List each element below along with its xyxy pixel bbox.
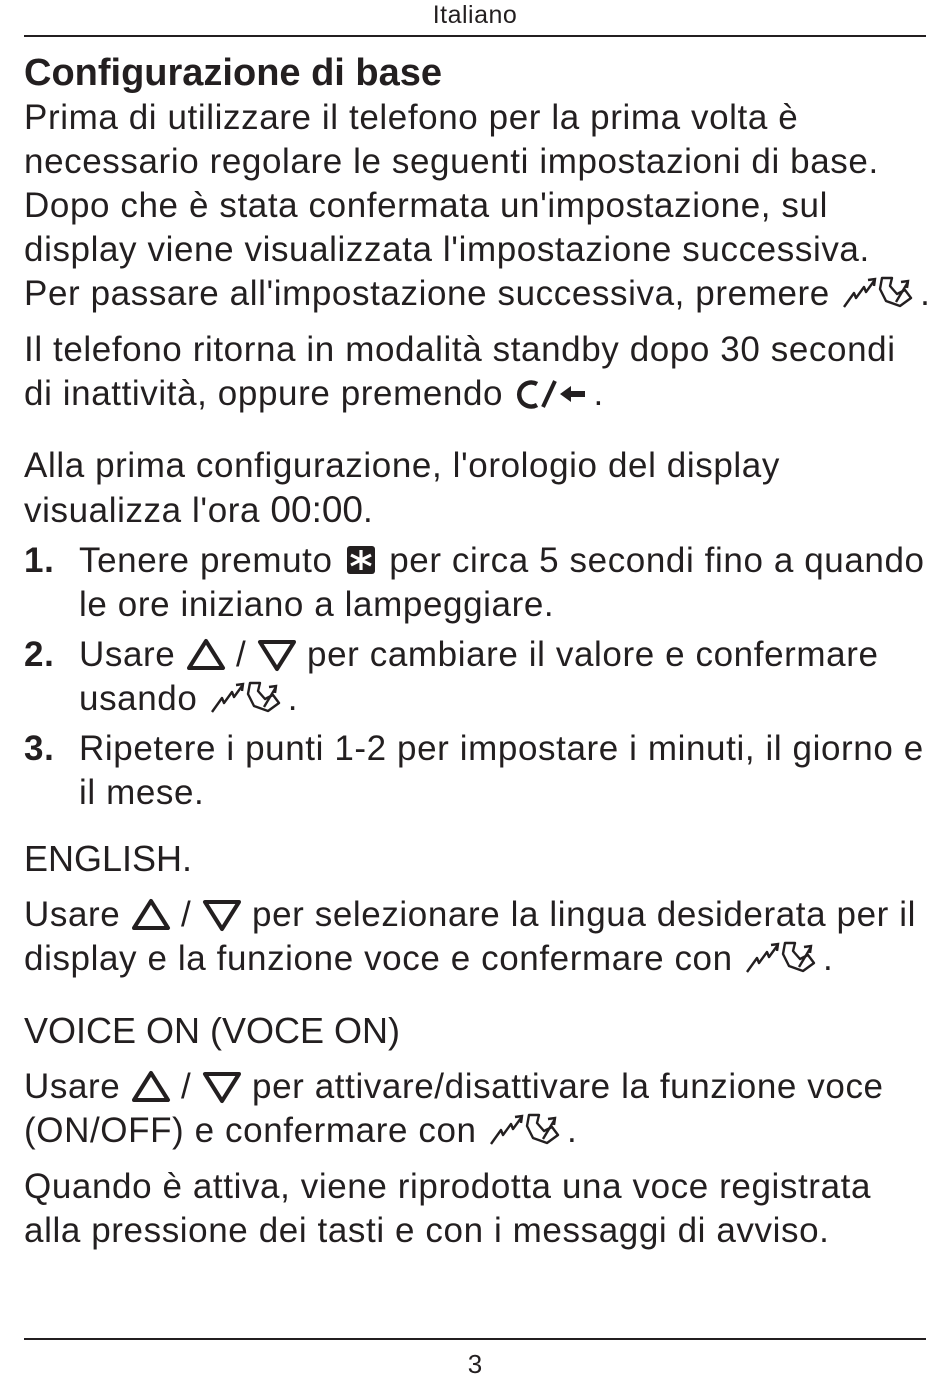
footer-rule xyxy=(24,1338,926,1340)
step-item: 1. Tenere premuto per circa 5 secondi fino a quando le ore iniziano a lampeggiare. xyxy=(24,541,925,624)
voice-paragraph: Usare / per attivare/disattivare la funzione voce (ON/OFF) e confermare con . xyxy=(24,1067,884,1150)
intro-paragraph: Prima di utilizzare il telefono per la prima volta è necessario regolare le seguenti impostazioni di base. Dopo che è stata confermata un'impostazione, sul display viene visualizzata l'impostazione successiva. Per passare all'impostazione successiva, premere . xyxy=(24,98,931,313)
ok-phone-icon xyxy=(487,1112,567,1148)
page-number: 3 xyxy=(467,1349,483,1379)
clear-back-icon xyxy=(513,377,593,411)
page-content xyxy=(24,50,934,1253)
clock-value: 00:00 xyxy=(270,489,364,530)
step-item: 3. Ripetere i punti 1-2 per impostare i minuti, il giorno e il mese. xyxy=(24,729,924,812)
section-title: Configurazione di base xyxy=(24,52,443,94)
header-rule xyxy=(24,35,926,37)
voice-note: Quando è attiva, viene riprodotta una voce registrata alla pressione dei tasti e con i messaggi di avviso. xyxy=(24,1167,872,1250)
step-number: 3. xyxy=(24,729,55,768)
ok-phone-icon xyxy=(743,940,823,976)
step-number: 2. xyxy=(24,635,55,674)
down-arrow-icon xyxy=(202,1070,242,1104)
up-arrow-icon xyxy=(131,898,171,932)
step-item: 2. Usare / per cambiare il valore e confermare usando . xyxy=(24,635,879,718)
intro-text-1: Prima di utilizzare il telefono per la prima volta è necessario regolare le seguenti impostazioni di base. Dopo che è stata confermata un'impostazione, sul display viene visualizzata l'impostazione successiva. Per passare all'impostazione successiva, premere xyxy=(24,98,879,313)
voice-heading: VOICE ON (VOCE ON) xyxy=(24,1010,401,1051)
down-arrow-icon xyxy=(257,638,297,672)
up-arrow-icon xyxy=(131,1070,171,1104)
step-number: 1. xyxy=(24,541,55,580)
down-arrow-icon xyxy=(202,898,242,932)
english-heading: ENGLISH. xyxy=(24,838,193,879)
star-key-icon xyxy=(343,544,379,578)
up-arrow-icon xyxy=(186,638,226,672)
english-paragraph: Usare / per selezionare la lingua desiderata per il display e la funzione voce e confermare con . xyxy=(24,895,916,978)
clock-text: Alla prima configurazione, l'orologio del display visualizza l'ora xyxy=(24,446,780,530)
clock-paragraph: Alla prima configurazione, l'orologio del display visualizza l'ora 00:00. xyxy=(24,446,780,530)
setup-steps xyxy=(24,539,934,815)
standby-text: Il telefono ritorna in modalità standby dopo 30 secondi di inattività, oppure premendo xyxy=(24,330,896,413)
page-header-language: Italiano xyxy=(432,1,518,29)
ok-phone-icon xyxy=(840,275,920,311)
ok-phone-icon xyxy=(208,680,288,716)
standby-paragraph: Il telefono ritorna in modalità standby dopo 30 secondi di inattività, oppure premendo . xyxy=(24,330,896,413)
